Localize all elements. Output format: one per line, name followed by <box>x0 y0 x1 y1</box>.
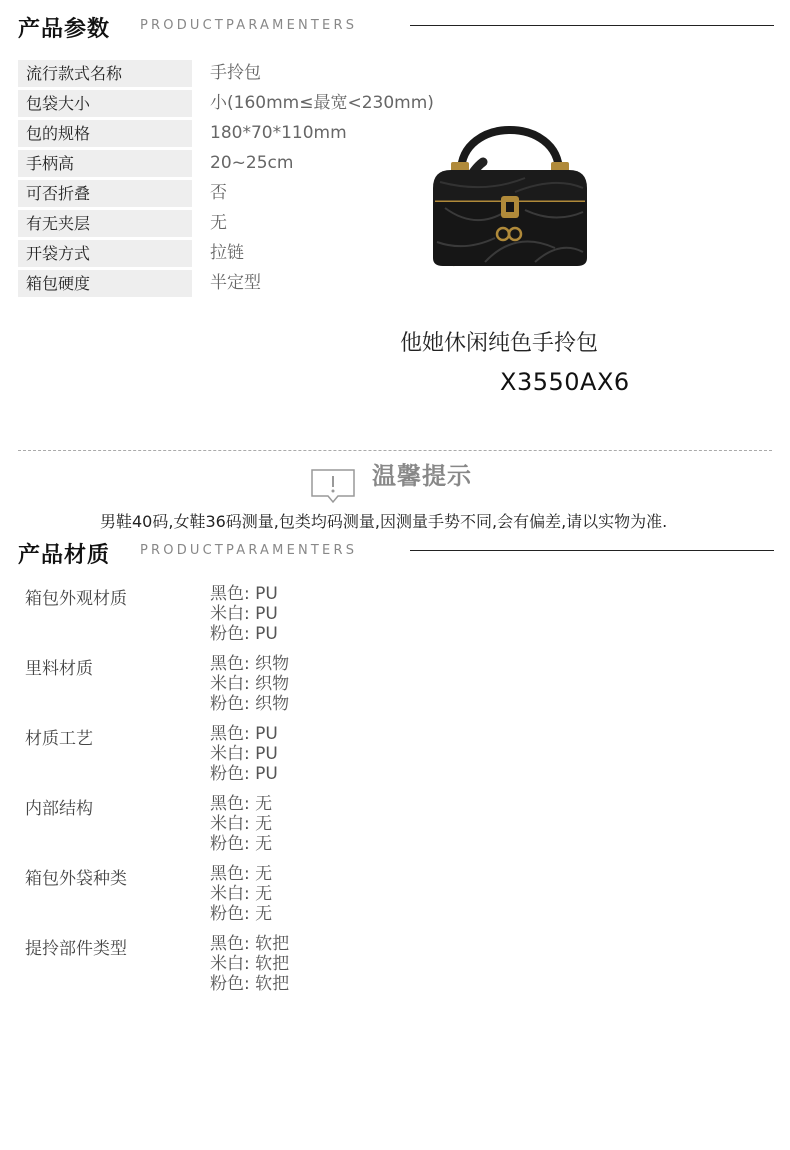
section-subtitle-materials: PRODUCTPARAMENTERS <box>140 543 358 558</box>
param-value: 半定型 <box>210 273 261 293</box>
material-value: 米白: 织物 <box>210 674 290 694</box>
material-key: 箱包外袋种类 <box>25 869 127 889</box>
material-values <box>210 864 272 924</box>
param-value: 小(160mm≤最宽<230mm) <box>210 93 434 113</box>
material-value: 黑色: 织物 <box>210 654 290 674</box>
material-value: 米白: PU <box>210 744 278 764</box>
material-value: 米白: 软把 <box>210 954 290 974</box>
material-value: 粉色: PU <box>210 764 278 784</box>
material-values <box>210 934 289 994</box>
param-key: 箱包硬度 <box>18 270 192 297</box>
handbag-illustration <box>425 112 595 272</box>
param-key: 可否折叠 <box>18 180 192 207</box>
param-value: 20~25cm <box>210 153 294 173</box>
material-key: 里料材质 <box>25 659 93 679</box>
material-value: 黑色: 无 <box>210 794 273 814</box>
param-key: 开袋方式 <box>18 240 192 267</box>
material-key: 内部结构 <box>25 799 93 819</box>
exclamation-bubble-icon <box>310 468 356 504</box>
section-divider <box>410 550 774 551</box>
param-key: 手柄高 <box>18 150 192 177</box>
tip-title: 温馨提示 <box>372 462 472 490</box>
material-value: 黑色: 软把 <box>210 934 290 954</box>
material-key: 材质工艺 <box>25 729 93 749</box>
material-values <box>210 724 278 784</box>
param-key: 包袋大小 <box>18 90 192 117</box>
material-values <box>210 584 278 644</box>
param-key: 流行款式名称 <box>18 60 192 87</box>
material-value: 粉色: 无 <box>210 904 273 924</box>
material-key: 提拎部件类型 <box>25 939 127 959</box>
param-key: 包的规格 <box>18 120 192 147</box>
param-value: 拉链 <box>210 243 244 263</box>
material-value: 黑色: PU <box>210 724 278 744</box>
param-value: 180*70*110mm <box>210 123 347 143</box>
param-value: 否 <box>210 183 227 203</box>
param-key: 有无夹层 <box>18 210 192 237</box>
section-divider <box>410 25 774 26</box>
product-name: 他她休闲纯色手拎包 <box>400 331 599 356</box>
material-key: 箱包外观材质 <box>25 589 127 609</box>
tip-text: 男鞋40码,女鞋36码测量,包类均码测量,因测量手势不同,会有偏差,请以实物为准. <box>100 512 668 531</box>
material-values <box>210 794 272 854</box>
param-value: 手拎包 <box>210 63 261 83</box>
section-title-params: 产品参数 <box>18 17 111 42</box>
material-values <box>210 654 289 714</box>
material-value: 米白: 无 <box>210 884 273 904</box>
material-value: 粉色: 软把 <box>210 974 290 994</box>
material-value: 米白: 无 <box>210 814 273 834</box>
product-code: X3550AX6 <box>500 368 630 396</box>
section-title-materials: 产品材质 <box>18 543 111 568</box>
material-value: 粉色: 织物 <box>210 694 290 714</box>
dashed-divider <box>18 450 772 451</box>
material-value: 粉色: 无 <box>210 834 273 854</box>
param-value: 无 <box>210 213 227 233</box>
section-subtitle-params: PRODUCTPARAMENTERS <box>140 18 358 33</box>
product-image <box>425 112 595 272</box>
material-value: 粉色: PU <box>210 624 278 644</box>
material-value: 黑色: 无 <box>210 864 273 884</box>
material-value: 米白: PU <box>210 604 278 624</box>
material-value: 黑色: PU <box>210 584 278 604</box>
